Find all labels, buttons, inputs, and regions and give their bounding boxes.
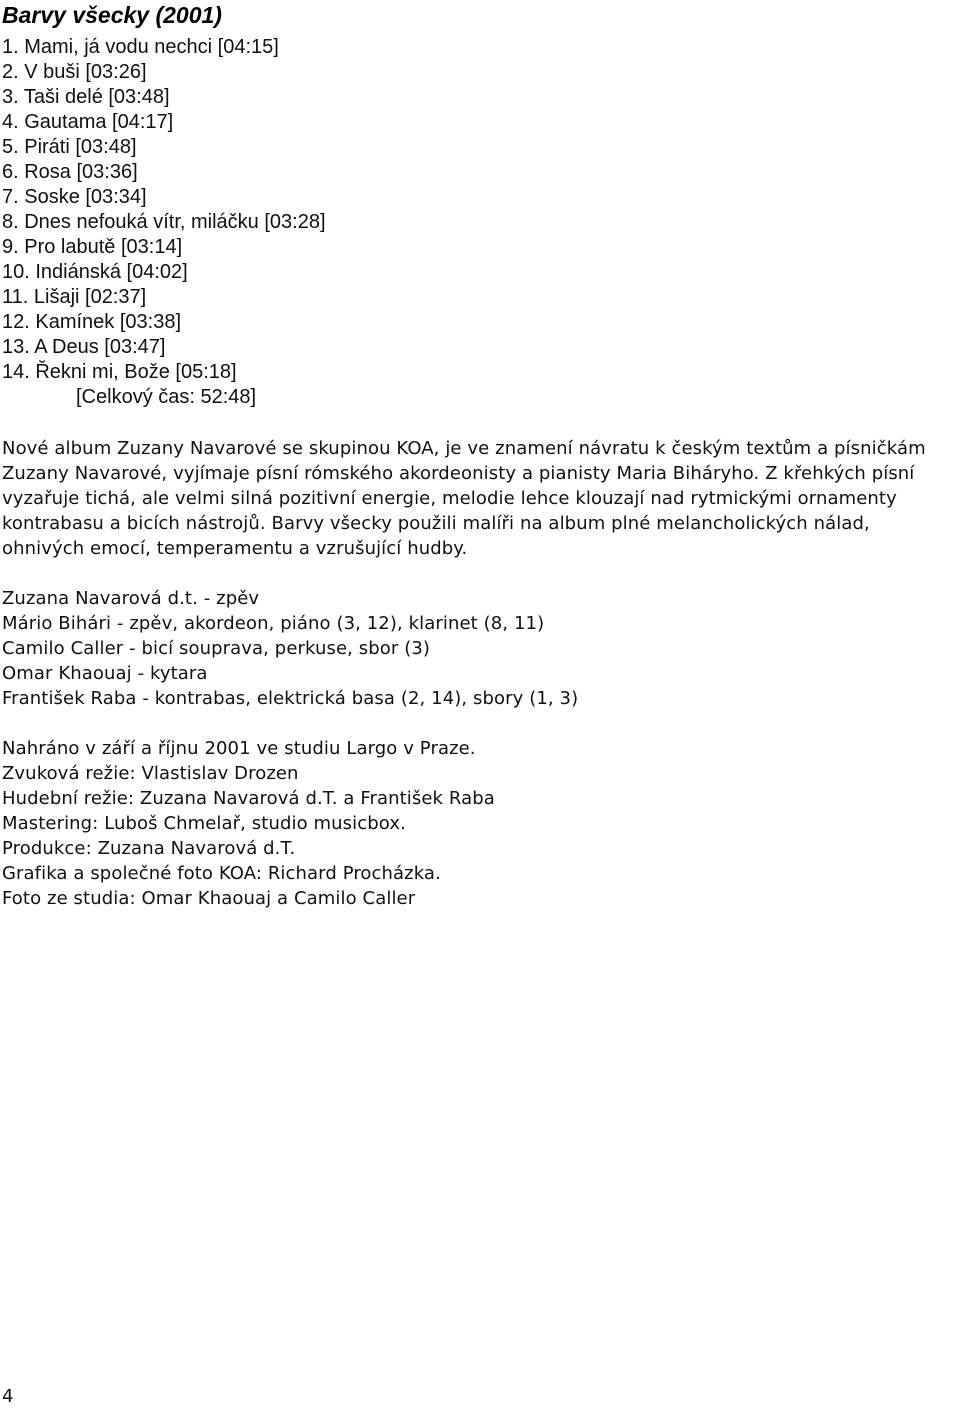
track-item: 1. Mami, já vodu nechci [04:15]	[2, 36, 279, 58]
track-item: 3. Taši delé [03:48]	[2, 86, 170, 108]
track-item: 6. Rosa [03:36]	[2, 161, 138, 183]
track-item: 9. Pro labutě [03:14]	[2, 236, 183, 258]
page-number: 4	[2, 1386, 14, 1407]
track-item: 7. Soske [03:34]	[2, 186, 147, 208]
tracklist	[2, 35, 326, 385]
musician-credits	[2, 586, 578, 711]
production-credits	[2, 736, 495, 911]
track-item: 13. A Deus [03:47]	[2, 336, 166, 358]
credit-line: Zuzana Navarová d.t. - zpěv	[2, 588, 260, 609]
track-item: 10. Indiánská [04:02]	[2, 261, 188, 283]
track-item: 12. Kamínek [03:38]	[2, 311, 182, 333]
credit-line: František Raba - kontrabas, elektrická basa (2, 14), sbory (1, 3)	[2, 688, 579, 709]
credit-line: Omar Khaouaj - kytara	[2, 663, 208, 684]
production-line: Foto ze studia: Omar Khaouaj a Camilo Caller	[2, 888, 416, 909]
production-line: Nahráno v září a říjnu 2001 ve studiu Largo v Praze.	[2, 738, 476, 759]
production-line: Produkce: Zuzana Navarová d.T.	[2, 838, 296, 859]
production-line: Hudební režie: Zuzana Navarová d.T. a František Raba	[2, 788, 495, 809]
production-line: Zvuková režie: Vlastislav Drozen	[2, 763, 299, 784]
album-description: Nové album Zuzany Navarové se skupinou KOA, je ve znamení návratu k českým textům a písničkám Zuzany Navarové, vyjímaje písní rómského akordeonisty a pianisty Maria Biháryho. Z křehkých písní vyzařuje tichá, ale velmi silná pozitivní energie, melodie lehce klouzají nad rytmickými ornamenty kontrabasu a bicích nástrojů. Barvy všecky použili malíři na album plné melancholických nálad, ohnivých emocí, temperamentu a vzrušující hudby.	[2, 438, 926, 559]
track-item: 11. Lišaji [02:37]	[2, 286, 147, 308]
credit-line: Camilo Caller - bicí souprava, perkuse, sbor (3)	[2, 638, 431, 659]
production-line: Grafika a společné foto KOA: Richard Procházka.	[2, 863, 441, 884]
track-item: 2. V buši [03:26]	[2, 61, 147, 83]
track-item: 5. Piráti [03:48]	[2, 136, 137, 158]
track-item: 4. Gautama [04:17]	[2, 111, 174, 133]
track-item: 14. Řekni mi, Bože [05:18]	[2, 361, 237, 383]
total-time: [Celkový čas: 52:48]	[76, 386, 257, 408]
track-item: 8. Dnes nefouká vítr, miláčku [03:28]	[2, 211, 326, 233]
album-title: Barvy všecky (2001)	[2, 2, 222, 28]
credit-line: Mário Bihári - zpěv, akordeon, piáno (3, 12), klarinet (8, 11)	[2, 613, 545, 634]
production-line: Mastering: Luboš Chmelař, studio musicbox.	[2, 813, 406, 834]
